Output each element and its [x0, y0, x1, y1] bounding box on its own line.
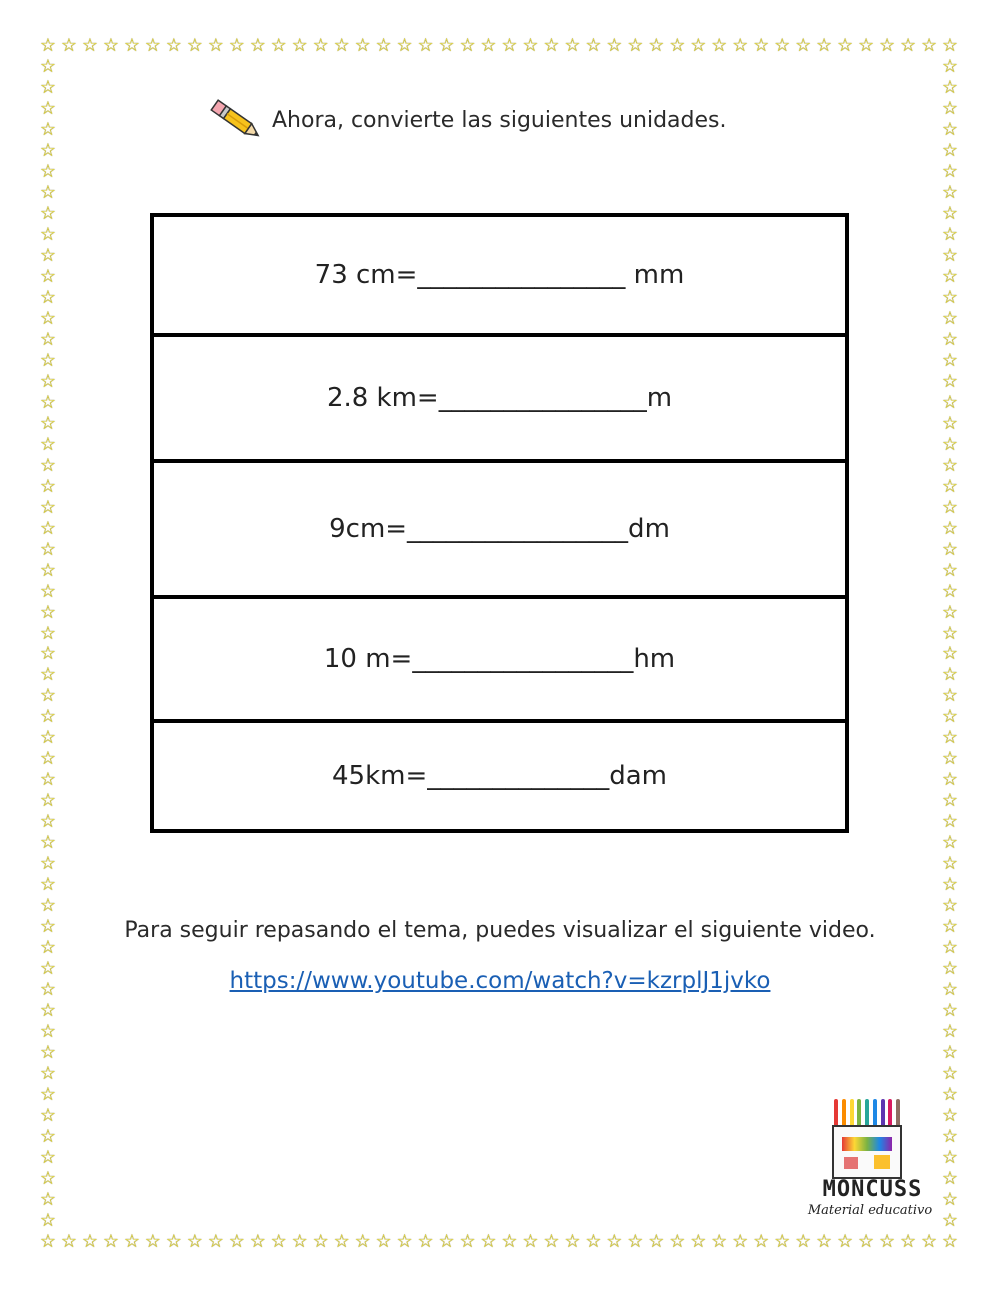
star-icon: ☆ — [312, 1231, 329, 1252]
star-icon: ☆ — [39, 979, 57, 1001]
star-icon: ☆ — [39, 349, 57, 371]
star-icon: ☆ — [522, 1231, 539, 1252]
star-icon: ☆ — [669, 1231, 686, 1252]
star-icon: ☆ — [501, 35, 518, 56]
conversion-text: 45km=______________dam — [331, 761, 668, 791]
star-icon: ☆ — [941, 181, 959, 203]
star-icon: ☆ — [795, 1231, 812, 1252]
star-icon: ☆ — [732, 1231, 749, 1252]
star-icon: ☆ — [941, 412, 959, 434]
star-icon: ☆ — [39, 538, 57, 560]
star-icon: ☆ — [543, 1231, 560, 1252]
star-icon: ☆ — [941, 958, 959, 980]
star-icon: ☆ — [941, 601, 959, 623]
star-icon: ☆ — [941, 1126, 959, 1148]
star-icon: ☆ — [941, 1168, 959, 1190]
star-icon: ☆ — [39, 832, 57, 854]
star-icon: ☆ — [501, 1231, 518, 1252]
star-icon: ☆ — [39, 35, 57, 56]
star-icon: ☆ — [81, 35, 99, 56]
star-icon: ☆ — [941, 223, 959, 245]
star-icon: ☆ — [941, 853, 959, 875]
star-icon: ☆ — [941, 622, 959, 644]
star-icon: ☆ — [39, 370, 57, 392]
conversion-text: 9cm=_________________dm — [329, 514, 670, 544]
star-icon: ☆ — [941, 1231, 959, 1252]
star-icon: ☆ — [144, 1231, 161, 1252]
star-icon: ☆ — [39, 181, 57, 203]
star-icon: ☆ — [39, 76, 57, 98]
star-icon: ☆ — [941, 97, 959, 119]
star-icon: ☆ — [564, 1231, 581, 1252]
star-icon: ☆ — [480, 35, 497, 56]
star-icon: ☆ — [941, 496, 959, 518]
star-icon: ☆ — [144, 35, 161, 56]
conversion-text: 2.8 km=________________m — [326, 383, 673, 413]
star-icon: ☆ — [941, 790, 959, 812]
star-icon: ☆ — [39, 1000, 57, 1022]
star-icon: ☆ — [123, 1231, 140, 1252]
star-icon: ☆ — [39, 916, 57, 938]
conversion-table — [150, 213, 849, 833]
star-icon: ☆ — [941, 118, 959, 140]
star-icon: ☆ — [396, 1231, 413, 1252]
star-icon: ☆ — [753, 35, 770, 56]
star-icon: ☆ — [186, 35, 203, 56]
star-icon: ☆ — [228, 1231, 245, 1252]
conversion-text: 10 m=_________________hm — [323, 644, 676, 674]
star-icon: ☆ — [102, 35, 119, 56]
star-icon: ☆ — [585, 35, 602, 56]
star-icon: ☆ — [941, 370, 959, 392]
star-icon: ☆ — [627, 35, 644, 56]
star-icon: ☆ — [39, 433, 57, 455]
star-icon: ☆ — [941, 811, 959, 833]
conversion-row — [150, 459, 849, 599]
star-icon: ☆ — [459, 35, 476, 56]
star-icon: ☆ — [291, 1231, 308, 1252]
star-icon: ☆ — [39, 811, 57, 833]
star-icon: ☆ — [564, 35, 581, 56]
star-icon: ☆ — [396, 35, 413, 56]
star-icon: ☆ — [39, 958, 57, 980]
star-icon: ☆ — [39, 1084, 57, 1106]
star-icon: ☆ — [941, 832, 959, 854]
star-icon: ☆ — [941, 244, 959, 266]
star-icon: ☆ — [39, 748, 57, 770]
star-icon: ☆ — [480, 1231, 497, 1252]
star-icon: ☆ — [333, 35, 350, 56]
star-icon: ☆ — [522, 35, 539, 56]
star-icon: ☆ — [941, 1063, 959, 1085]
star-icon: ☆ — [249, 1231, 266, 1252]
star-icon: ☆ — [941, 76, 959, 98]
star-icon: ☆ — [39, 307, 57, 329]
conversion-row — [150, 333, 849, 463]
star-icon: ☆ — [375, 35, 392, 56]
star-icon: ☆ — [858, 1231, 875, 1252]
star-icon: ☆ — [39, 496, 57, 518]
star-icon: ☆ — [941, 1189, 959, 1211]
star-icon: ☆ — [102, 1231, 119, 1252]
star-icon: ☆ — [732, 35, 749, 56]
conversion-row — [150, 719, 849, 833]
star-icon: ☆ — [941, 1021, 959, 1043]
star-icon: ☆ — [941, 685, 959, 707]
star-icon: ☆ — [585, 1231, 602, 1252]
conversion-row — [150, 213, 849, 337]
star-icon: ☆ — [39, 790, 57, 812]
star-icon: ☆ — [941, 580, 959, 602]
star-icon: ☆ — [941, 391, 959, 413]
footer-text: Para seguir repasando el tema, puedes visualizar el siguiente video. — [124, 918, 876, 943]
star-icon: ☆ — [60, 35, 78, 56]
star-icon: ☆ — [816, 1231, 833, 1252]
pencil-icon — [208, 94, 264, 146]
star-icon: ☆ — [795, 35, 812, 56]
star-icon: ☆ — [941, 307, 959, 329]
star-icon: ☆ — [39, 685, 57, 707]
star-icon: ☆ — [39, 97, 57, 119]
star-icon: ☆ — [270, 35, 287, 56]
star-icon: ☆ — [291, 35, 308, 56]
star-icon: ☆ — [459, 1231, 476, 1252]
video-link-container — [0, 968, 1000, 994]
star-icon: ☆ — [39, 643, 57, 665]
star-icon: ☆ — [39, 559, 57, 581]
star-icon: ☆ — [228, 35, 245, 56]
star-icon: ☆ — [941, 1105, 959, 1127]
star-icon: ☆ — [312, 35, 329, 56]
star-icon: ☆ — [941, 937, 959, 959]
star-icon: ☆ — [39, 769, 57, 791]
star-icon: ☆ — [39, 1147, 57, 1169]
logo-subtitle: Material educativo — [807, 1203, 933, 1218]
star-icon: ☆ — [39, 202, 57, 224]
star-icon: ☆ — [837, 35, 854, 56]
star-icon: ☆ — [39, 454, 57, 476]
star-icon: ☆ — [941, 706, 959, 728]
star-icon: ☆ — [920, 35, 938, 56]
conversion-row — [150, 595, 849, 723]
star-icon: ☆ — [606, 1231, 623, 1252]
star-icon: ☆ — [941, 1147, 959, 1169]
star-icon: ☆ — [941, 328, 959, 350]
star-icon: ☆ — [39, 1168, 57, 1190]
star-icon: ☆ — [858, 35, 875, 56]
conversion-text: 73 cm=________________ mm — [314, 260, 685, 290]
star-icon: ☆ — [941, 265, 959, 287]
star-icon: ☆ — [837, 1231, 854, 1252]
star-icon: ☆ — [417, 1231, 434, 1252]
star-icon: ☆ — [941, 160, 959, 182]
star-icon: ☆ — [543, 35, 560, 56]
star-icon: ☆ — [165, 1231, 182, 1252]
star-icon: ☆ — [39, 895, 57, 917]
star-icon: ☆ — [165, 35, 182, 56]
star-icon: ☆ — [39, 1042, 57, 1064]
star-icon: ☆ — [941, 35, 959, 56]
star-icon: ☆ — [39, 1210, 57, 1232]
star-icon: ☆ — [39, 622, 57, 644]
star-icon: ☆ — [39, 55, 57, 77]
star-icon: ☆ — [39, 475, 57, 497]
star-icon: ☆ — [753, 1231, 770, 1252]
star-icon: ☆ — [39, 391, 57, 413]
star-icon: ☆ — [627, 1231, 644, 1252]
star-icon: ☆ — [941, 769, 959, 791]
star-icon: ☆ — [39, 601, 57, 623]
star-icon: ☆ — [207, 35, 224, 56]
star-icon: ☆ — [375, 1231, 392, 1252]
star-icon: ☆ — [39, 874, 57, 896]
star-icon: ☆ — [669, 35, 686, 56]
star-icon: ☆ — [438, 1231, 455, 1252]
star-icon: ☆ — [39, 580, 57, 602]
star-icon: ☆ — [39, 412, 57, 434]
star-icon: ☆ — [941, 916, 959, 938]
star-icon: ☆ — [690, 1231, 707, 1252]
star-icon: ☆ — [270, 1231, 287, 1252]
star-icon: ☆ — [941, 979, 959, 1001]
star-icon: ☆ — [438, 35, 455, 56]
star-icon: ☆ — [941, 1000, 959, 1022]
star-icon: ☆ — [606, 35, 623, 56]
star-icon: ☆ — [941, 1210, 959, 1232]
star-icon: ☆ — [39, 139, 57, 161]
star-icon: ☆ — [39, 1105, 57, 1127]
star-icon: ☆ — [774, 35, 791, 56]
star-icon: ☆ — [39, 265, 57, 287]
star-icon: ☆ — [941, 538, 959, 560]
star-icon: ☆ — [899, 35, 917, 56]
star-icon: ☆ — [878, 1231, 896, 1252]
instruction — [208, 92, 726, 148]
star-icon: ☆ — [39, 937, 57, 959]
star-icon: ☆ — [123, 35, 140, 56]
star-icon: ☆ — [941, 202, 959, 224]
star-icon: ☆ — [941, 286, 959, 308]
star-icon: ☆ — [39, 160, 57, 182]
star-icon: ☆ — [207, 1231, 224, 1252]
star-icon: ☆ — [417, 35, 434, 56]
star-icon: ☆ — [39, 1189, 57, 1211]
instruction-text: Ahora, convierte las siguientes unidades. — [272, 107, 727, 133]
star-icon: ☆ — [941, 727, 959, 749]
star-icon: ☆ — [941, 433, 959, 455]
logo — [800, 1095, 940, 1225]
star-icon: ☆ — [774, 1231, 791, 1252]
star-icon: ☆ — [39, 1021, 57, 1043]
star-icon: ☆ — [39, 223, 57, 245]
star-icon: ☆ — [39, 1231, 57, 1252]
star-icon: ☆ — [941, 55, 959, 77]
star-icon: ☆ — [941, 454, 959, 476]
star-icon: ☆ — [60, 1231, 78, 1252]
star-icon: ☆ — [333, 1231, 350, 1252]
star-icon: ☆ — [816, 35, 833, 56]
star-icon: ☆ — [39, 853, 57, 875]
star-icon: ☆ — [249, 35, 266, 56]
star-icon: ☆ — [711, 35, 728, 56]
star-icon: ☆ — [941, 559, 959, 581]
star-icon: ☆ — [878, 35, 896, 56]
logo-name: MONCUSS — [822, 1177, 923, 1202]
video-link[interactable]: https://www.youtube.com/watch?v=kzrplJ1jvko — [229, 968, 771, 994]
star-icon: ☆ — [648, 1231, 665, 1252]
star-icon: ☆ — [941, 139, 959, 161]
star-icon: ☆ — [39, 727, 57, 749]
star-icon: ☆ — [354, 1231, 371, 1252]
star-icon: ☆ — [941, 664, 959, 686]
star-icon: ☆ — [81, 1231, 99, 1252]
star-icon: ☆ — [39, 706, 57, 728]
star-icon: ☆ — [899, 1231, 917, 1252]
star-icon: ☆ — [941, 874, 959, 896]
star-icon: ☆ — [941, 748, 959, 770]
star-icon: ☆ — [941, 349, 959, 371]
star-icon: ☆ — [354, 35, 371, 56]
star-icon: ☆ — [941, 517, 959, 539]
star-icon: ☆ — [941, 643, 959, 665]
star-icon: ☆ — [39, 328, 57, 350]
star-icon: ☆ — [941, 1042, 959, 1064]
star-icon: ☆ — [39, 118, 57, 140]
star-icon: ☆ — [690, 35, 707, 56]
star-icon: ☆ — [648, 35, 665, 56]
star-icon: ☆ — [941, 1084, 959, 1106]
logo-box-icon — [832, 1125, 902, 1179]
star-icon: ☆ — [39, 244, 57, 266]
star-icon: ☆ — [186, 1231, 203, 1252]
star-icon: ☆ — [941, 895, 959, 917]
star-icon: ☆ — [39, 1126, 57, 1148]
star-icon: ☆ — [711, 1231, 728, 1252]
star-icon: ☆ — [39, 286, 57, 308]
star-icon: ☆ — [39, 664, 57, 686]
star-icon: ☆ — [941, 475, 959, 497]
star-icon: ☆ — [920, 1231, 938, 1252]
star-icon: ☆ — [39, 1063, 57, 1085]
star-icon: ☆ — [39, 517, 57, 539]
